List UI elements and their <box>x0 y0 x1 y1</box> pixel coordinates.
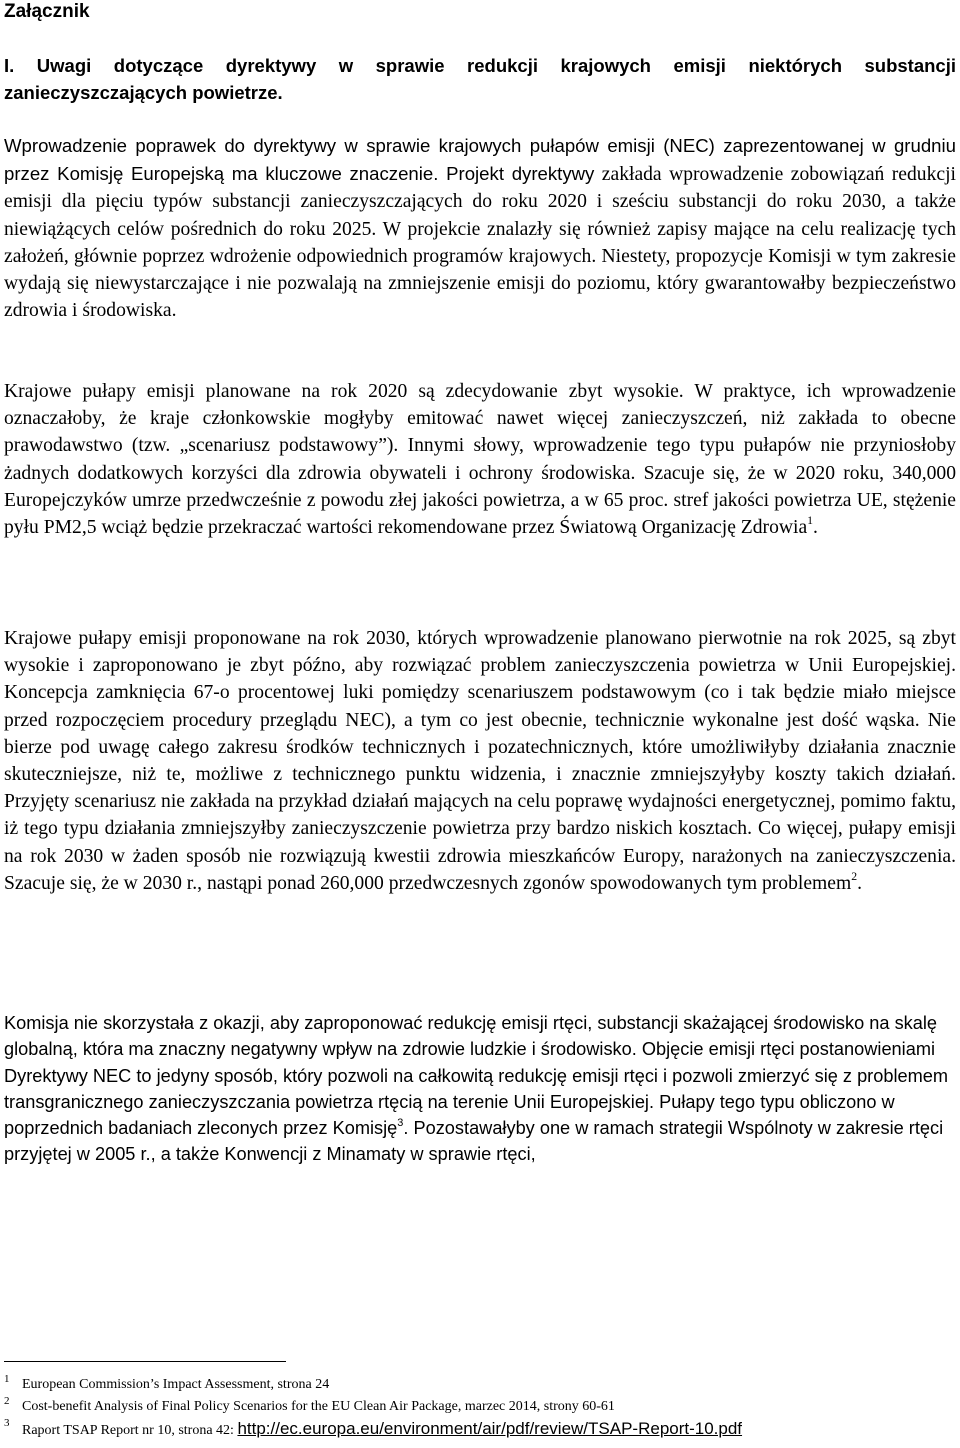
footnote-number: 2 <box>4 1395 10 1407</box>
footnote-text: Cost-benefit Analysis of Final Policy Scenarios for the EU Clean Air Package, marzec 2014, strony 60-61 <box>22 1399 615 1414</box>
footnote-number: 3 <box>4 1417 10 1429</box>
paragraph-mercury <box>4 1010 956 1168</box>
footnote-ref-1[interactable]: 1 <box>807 514 814 528</box>
footnote-2 <box>4 1396 954 1418</box>
section-heading: I. Uwagi dotyczące dyrektywy w sprawie redukcji krajowych emisji niektórych substancji zanieczyszczających powietrze. <box>4 55 956 103</box>
footnote-3 <box>4 1418 954 1440</box>
paragraph-end: . <box>813 517 818 539</box>
paragraph-nec-introduction <box>4 132 956 324</box>
paragraph-end: . Pozostawałyby one w ramach strategii Wspólnoty w zakresie rtęci przyjętej w 2005 r., a także Konwencji z Minamaty w sprawie rtęci, <box>4 1118 944 1165</box>
footnote-text-wrap <box>22 1418 742 1442</box>
footnote-text: European Commission’s Impact Assessment, strona 24 <box>22 1377 330 1392</box>
footnote-ref-2[interactable]: 2 <box>851 870 858 884</box>
footnote-ref-3[interactable]: 3 <box>397 1117 404 1129</box>
footnote-1 <box>4 1374 954 1396</box>
footnote-link[interactable]: http://ec.europa.eu/environment/air/pdf/review/TSAP-Report-10.pdf <box>237 1419 743 1438</box>
paragraph-end: . <box>857 872 862 894</box>
footnote-separator <box>4 1361 286 1362</box>
annex-title: Załącznik <box>4 1 90 22</box>
paragraph-text: Krajowe pułapy emisji proponowane na rok 2030, których wprowadzenie planowano pierwotnie na rok 2025, są zbyt wysokie i zaproponowano je zbyt późno, aby rozwiązać problem zanieczyszczenia powietrza w Unii Europejskiej. Koncepcja zamknięcia 67-o procentowej luki pomiędzy scenariuszem podstawowym (co i tak będzie miało miejsce przed rozpoczęciem procedury przeglądu NEC), a tym co jest obecnie, technicznie wykonalne jest dość wąska. Nie bierze pod uwagę całego zakresu środków technicznych i pozatechnicznych, które umożliwiłyby działania znacznie skuteczniejsze, niż te, możliwe z technicznego punktu widzenia, i znacznie zmniejszyłyby koszty takich działań. Przyjęty scenariusz nie zakłada na przykład działań mających na celu poprawę wydajności energetycznej, pomimo faktu, iż tego typu działania zmniejszyłby zanieczyszczenie powietrza przy bardzo niskich kosztach. Co więcej, pułapy emisji na rok 2030 w żaden sposób nie rozwiązują kwestii zdrowia mieszkańców Europy, narażonych na zanieczyszczenia. Szacuje się, że w 2030 r., nastąpi ponad 260,000 przedwczesnych zgonów spowodowanych tym problemem <box>4 628 956 894</box>
footnote-number: 1 <box>4 1373 10 1385</box>
paragraph-text: Krajowe pułapy emisji planowane na rok 2020 są zdecydowanie zbyt wysokie. W praktyce, ich wprowadzenie oznaczałoby, że kraje członkowskie mogłyby emitować nawet więcej zanieczyszczeń, niż zakłada to obecne prawodawstwo (tzw. „scenariusz podstawowy”). Innymi słowy, wprowadzenie tego typu pułapów nie przyniosłoby żadnych dodatkowych korzyści dla zdrowia obywateli i ochrony środowiska. Szacuje się, że w 2020 roku, 340,000 Europejczyków umrze przedwcześnie z powodu złej jakości powietrza, a w 65 proc. stref jakości powietrza UE, stężenie pyłu PM2,5 wciąż będzie przekraczać wartości rekomendowane przez Światową Organizację Zdrowia <box>4 381 956 539</box>
paragraph-text: Komisja nie skorzystała z okazji, aby zaproponować redukcję emisji rtęci, substancji skażającej środowisko na skalę globalną, która ma znaczny negatywny wpływ na zdrowie ludzkie i środowisko. Objęcie emisji rtęci postanowieniami Dyrektywy NEC to jedyny sposób, który pozwoli na całkowitą redukcję emisji rtęci i pozwoli zmierzyć się z problemem transgranicznego zanieczyszczania powietrza rtęcią na terenie Unii Europejskiej. Pułapy tego typu obliczono w poprzednich badaniach zleconych przez Komisję <box>4 1013 949 1139</box>
paragraph-lead-text: Wprowadzenie poprawek do dyrektywy w sprawie krajowych pułapów emisji (NEC) zaprezentowanej w grudniu przez Komisję Europejską ma kluczowe znaczenie. Projekt dyrektywy <box>4 135 956 185</box>
paragraph-body-text: zakłada wprowadzenie zobowiązań redukcji emisji dla pięciu typów substancji zanieczyszczających do roku 2020 i sześciu substancji do roku 2030, a także niewiążących celów pośrednich do roku 2025. W projekcie znalazły się również zapisy mające na celu realizację tych założeń, głównie poprzez wdrożenie odpowiednich programów krajowych. Niestety, propozycje Komisji w tym zakresie wydają się niewystarczające i nie pozwalają na zmniejszenie emisji do poziomu, który gwarantowałby bezpieczeństwo zdrowia i środowiska. <box>4 164 956 322</box>
paragraph-2020-ceilings <box>4 378 956 541</box>
paragraph-2030-ceilings <box>4 625 956 897</box>
footnote-text: Raport TSAP Report nr 10, strona 42: <box>22 1423 238 1438</box>
